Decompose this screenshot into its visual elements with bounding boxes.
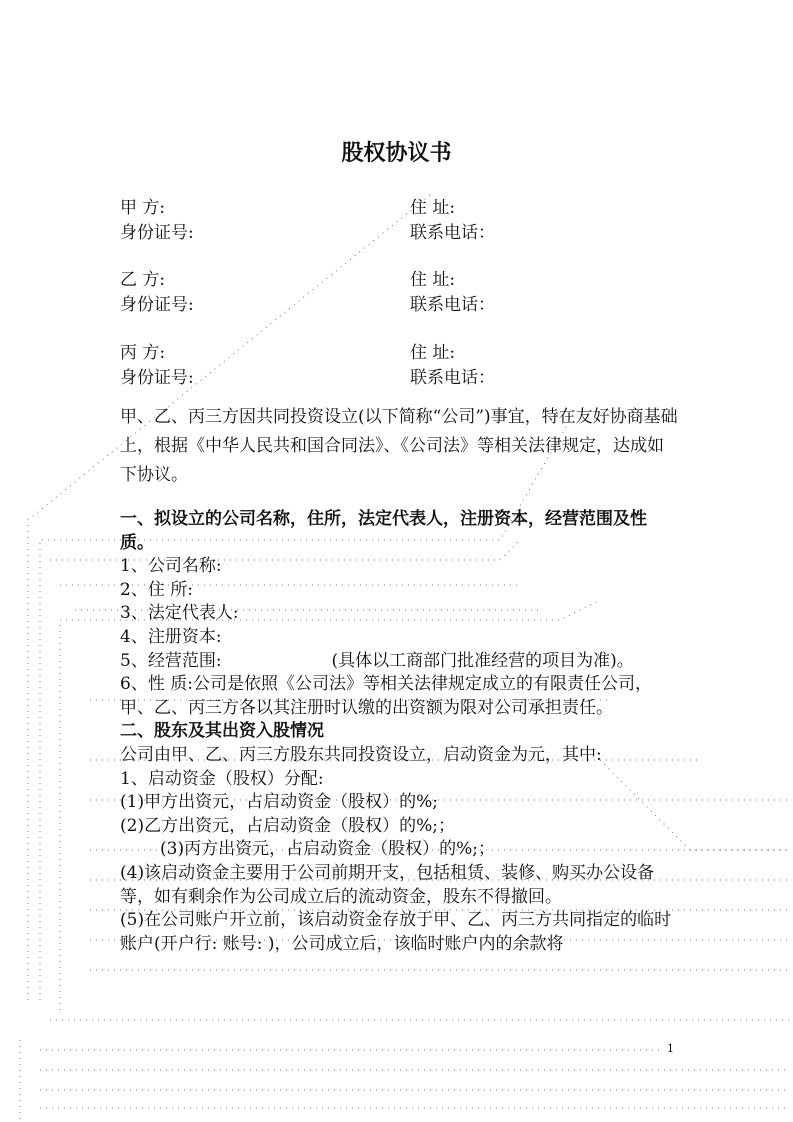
company-name-item: 1、公司名称: <box>120 556 222 577</box>
party-a-phone-label: 联系电话： <box>410 223 495 243</box>
page-number: 1 <box>667 1042 674 1055</box>
registered-capital-item: 4、注册资本: <box>120 626 222 647</box>
party-a-block <box>120 196 700 246</box>
party-c-phone-label: 联系电话： <box>410 368 495 388</box>
capital-paragraph: 公司由甲、乙、丙三方股东共同投资设立，启动资金为元，其中: <box>120 744 602 765</box>
document-title: 股权协议书 <box>341 141 452 166</box>
party-a-contribution: (1)甲方出资元，占启动资金（股权）的%; <box>120 792 438 813</box>
party-c-block <box>120 341 700 391</box>
business-scope-label: 5、经营范围: <box>120 650 222 671</box>
business-scope-item <box>120 650 680 674</box>
party-b-address-label: 住 址: <box>410 270 456 290</box>
party-b-contribution: (2)乙方出资元，占启动资金（股权）的%;； <box>120 815 455 836</box>
section-2-heading: 二、股东及其出资入股情况 <box>120 721 324 742</box>
intro-paragraph: 甲、乙、丙三方因共同投资设立(以下简称“公司”)事宜，特在友好协商基础上，根据《中华人民共和国合同法》、《公司法》等相关法律规定，达成如下协议。 <box>120 407 678 485</box>
party-c-label: 丙 方: <box>120 343 166 363</box>
party-b-id-label: 身份证号: <box>120 295 194 315</box>
capital-usage-paragraph: (4)该启动资金主要用于公司前期开支，包括租赁、装修、购买办公设备等，如有剩余作为公司成立后的流动资金，股东不得撤回。 <box>120 862 655 907</box>
party-b-phone-label: 联系电话： <box>410 295 495 315</box>
agreement-body <box>120 508 680 956</box>
party-a-id-label: 身份证号: <box>120 223 194 243</box>
party-a-address-label: 住 址: <box>410 198 456 218</box>
legal-representative-item: 3、法定代表人: <box>120 603 239 624</box>
temporary-account-paragraph: (5)在公司账户开立前，该启动资金存放于甲、乙、丙三方共同指定的临时账户(开户行: 账号: )，公司成立后，该临时账户内的余款将 <box>120 910 672 954</box>
party-c-id-label: 身份证号: <box>120 368 194 388</box>
company-address-item: 2、住 所: <box>120 579 193 600</box>
business-scope-note: (具体以工商部门批准经营的项目为准)。 <box>331 650 634 671</box>
company-nature-item: 6、性 质:公司是依照《公司法》等相关法律规定成立的有限责任公司，甲、乙、丙三方各以其注册时认缴的出资额为限对公司承担责任。 <box>120 674 652 718</box>
party-b-label: 乙 方: <box>120 270 166 290</box>
party-c-address-label: 住 址: <box>410 343 456 363</box>
capital-allocation-item: 1、启动资金（股权）分配: <box>120 768 324 789</box>
section-1-heading: 一、拟设立的公司名称，住所，法定代表人，注册资本，经营范围及性质。 <box>120 509 647 553</box>
party-a-label: 甲 方: <box>120 198 166 218</box>
party-c-contribution: (3)丙方出资元，占启动资金（股权）的%;； <box>160 839 495 860</box>
party-b-block <box>120 268 700 318</box>
